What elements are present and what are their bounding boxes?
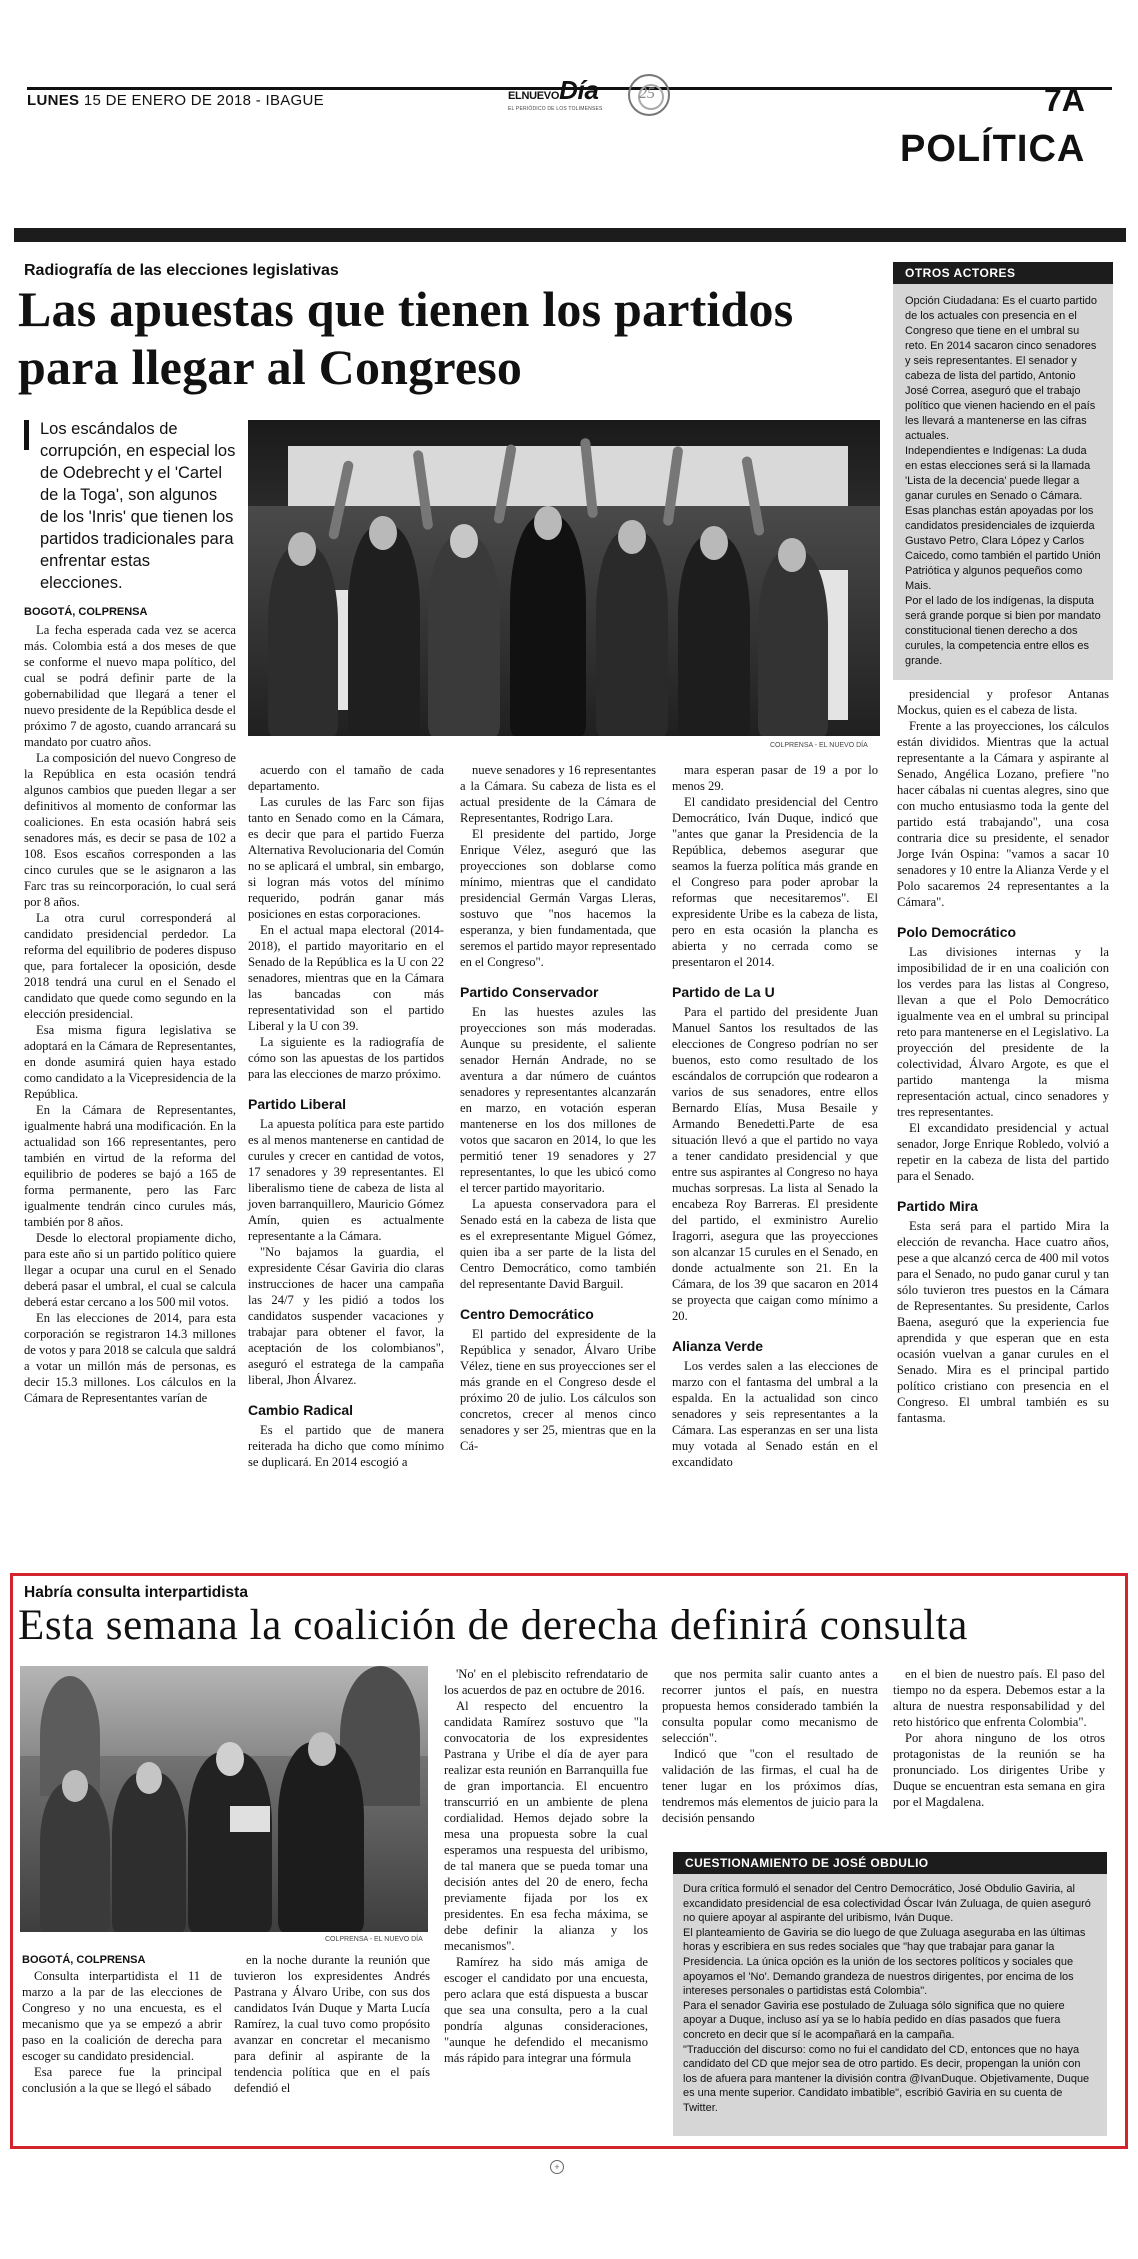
paragraph: Los verdes salen a las elecciones de marzo con el fantasma del umbral a la espalda. En la actualidad son cinco senadores y seis representantes a la Cámara. Las esperanzas en ser una lista muy votada al Senado están en el excandidato	[672, 1359, 878, 1469]
photo-head	[534, 506, 562, 540]
anniversary-number: 25	[639, 85, 655, 102]
photo-head	[216, 1742, 244, 1776]
paragraph: Por ahora ninguno de los otros protagonistas de la reunión se ha pronunciado. Los dirigentes Uribe y Duque se encuentran esta semana en gira por el Magdalena.	[893, 1731, 1105, 1809]
photo-head	[700, 526, 728, 560]
paragraph: Para el partido del presidente Juan Manuel Santos los resultados de las elecciones de Congreso podrían no ser buenos, esto como resultado de los escándalos de corrupción que rodearon a varios de sus senadores, entre ellos Bernardo Elías, Musa Besaile y Armando Benedetti.Parte de esa situación llevó a que el partido no vaya a tener candidato presidencial y que entre sus aspirantes al Congreso no haya muchas sorpresas. La lista al Senado la encabeza Roy Barreras. El presidente del partido, el exministro Aurelio Iragorri, asegura que las proyecciones son alcanzar 15 curules en el Senado, en donde actualmente son 21. En la Cámara, de los 39 que sacaron en 2014 se proyecta que caigan como mínimo a 20.	[672, 1005, 878, 1323]
second-column-3	[444, 1666, 648, 2066]
box-paragraph: Dura crítica formuló el senador del Centro Democrático, José Obdulio Gaviria, al excandidato presidencial de esa colectividad Óscar Iván Zuluaga, de quien aseguró no quiere apoyar al aspirante del uribismo, Iván Duque.	[683, 1883, 1091, 1925]
paragraph: 'No' en el plebiscito refrendatario de los acuerdos de paz en octubre de 2016.	[444, 1667, 648, 1697]
subhead-partido-conservador: Partido Conservador	[460, 984, 599, 1000]
masthead-small: ELNUEVO	[508, 90, 560, 102]
paragraph: nueve senadores y 16 representantes a la Cámara. Su cabeza de lista es el actual presidente de la Cámara de Representantes, Rodrigo Lara.	[460, 763, 656, 825]
paragraph: El presidente del partido, Jorge Enrique Vélez, aseguró que las proyecciones son doblarse como mínimo, mientras que el candidato presidencial Germán Vargas Lleras, sostuvo que "nos hacemos la esperanza, y bien fundamentada, que seremos el partido mayor representado en el Congreso".	[460, 827, 656, 969]
photo-person	[40, 1782, 110, 1932]
second-kicker: Habría consulta interpartidista	[24, 1584, 248, 1601]
masthead-tagline: EL PERIÓDICO DE LOS TOLIMENSES	[508, 106, 603, 112]
page-number: 7A	[1044, 82, 1085, 118]
dateline-day: LUNES	[27, 92, 80, 109]
paragraph: Al respecto del encuentro la candidata Ramírez sostuvo que "la convocatoria de los expresidentes Pastrana y Uribe el día de ayer para realizar esta reunión en Barranquilla fue de gran importancia. El encuentro transcurrió en un ambiente de plena cordialidad. Hemos dejado sobre la mesa una propuesta sobre la cual esperamos una respuesta del uribismo, de tal manera que se pueda tomar una decisión antes del 20 de enero, fecha previamente fijada por los ex presidentes. En esa fecha máxima, se debe definir la alianza y los mecanismos".	[444, 1699, 648, 1953]
paragraph: Frente a las proyecciones, los cálculos están divididos. Mientras que la actual representante a la Cámara y aspirante al Senado, Angélica Lozano, prefiere "no hacer cábalas ni cuentas alegres, sino que con mucho entusiasmo toda la gente del partido está trabajando", una cosa contraria dice su presidente, el senador Jorge Iván Ospina: "vamos a sacar 10 senadores y 10 entre la Alianza Verde y el Polo sacaremos 24 representantes a la Cámara".	[897, 719, 1109, 909]
photo-person	[596, 531, 668, 736]
subhead-partido-mira: Partido Mira	[897, 1198, 978, 1214]
main-lead: Los escándalos de corrupción, en especial los de Odebrecht y el 'Cartel de la Toga', son algunos de los 'Inris' que tienen los partidos tradicionales para enfrentar estas elecciones.	[40, 420, 236, 592]
subhead-alianza-verde: Alianza Verde	[672, 1338, 764, 1354]
box-paragraph: El planteamiento de Gaviria se dio luego de que Zuluaga aseguraba en las últimas horas y escribiera en sus redes sociales que "hay que trabajar para ganar la Presidencia. La única opción es la unión de los sectores políticos y sociales que apoyamos el 'No'. Demando grandeza de nuestros dirigentes, por encima de los intereses personales o partidistas está Colombia".	[683, 1926, 1086, 1998]
paragraph: La siguiente es la radiografía de cómo son las apuestas de los partidos para las elecciones de marzo próximo.	[248, 1035, 444, 1081]
photo-head	[288, 532, 316, 566]
subhead-polo-democratico: Polo Democrático	[897, 924, 1017, 940]
paragraph: Indicó que "con el resultado de validación de las firmas, el cual ha de tener lugar en los próximos días, tendremos más elementos de juicio para la decisión pensando	[662, 1747, 878, 1825]
photo-person	[278, 1742, 364, 1932]
paragraph: Las curules de las Farc son fijas tanto en Senado como en la Cámara, es decir que para el partido Fuerza Alternativa Revolucionaria del Común no se aplicará el umbral, sin embargo, si logran más votos del mínimo requerido, podrán ganar más posiciones en estas corporaciones.	[248, 795, 444, 921]
paragraph: En la Cámara de Representantes, igualmente habrá una modificación. En la actualidad son 166 representantes, pero también en virtud de la reforma del equilibrio de poderes se bajó a 165 de forma permanente, pero las Farc igualmente tendrán cinco curules más, también por 8 años.	[24, 1103, 236, 1229]
paragraph: En las elecciones de 2014, para esta corporación se registraron 14.3 millones de votos y para 2018 se calcula que saldrá a votar un millón más de personas, es decir 15.3 millones. Los cálculos en la Cámara de Representantes varían de	[24, 1311, 236, 1405]
paragraph: acuerdo con el tamaño de cada departamento.	[248, 763, 444, 793]
photo-person	[428, 536, 500, 736]
subhead-cambio-radical: Cambio Radical	[248, 1402, 354, 1418]
paragraph: El excandidato presidencial y actual senador, Jorge Enrique Robledo, volvió a repetir en la cabeza de lista del partido para el Senado.	[897, 1121, 1109, 1183]
paragraph: Consulta interpartidista el 11 de marzo a la par de las elecciones de Congreso y no una encuesta, es el mecanismo que ya se empezó a abrir paso en la coalición de derecha para escoger su candidato presidencial.	[22, 1969, 222, 2063]
main-column-3	[460, 762, 656, 1454]
photo-head	[369, 516, 397, 550]
second-headline: Esta semana la coalición de derecha definirá consulta	[18, 1602, 968, 1649]
paragraph: En las huestes azules las proyecciones son más moderadas. Aunque su presidente, el saliente senador Hernán Andrade, no se aventura a dar número de cuántos senadores y representantes alcanzarán en marzo, en votación esperan mantenerse en los dos millones de votos que sacaron en 2014, lo que les permitió tener 19 senadores y 27 representantes, lo que les ubicó como el tercer partido mayoritario.	[460, 1005, 656, 1195]
photo-person	[268, 546, 338, 736]
sidebar-title: OTROS ACTORES	[893, 262, 1113, 284]
main-photo-credit: COLPRENSA - EL NUEVO DÍA	[770, 742, 868, 749]
paragraph: La composición del nuevo Congreso de la República en esta ocasión tendrá algunos cambios que pueden llegar a ser definitivos al momento de conformar las coaliciones. En esta ocasión habrá seis senadores más, es decir se pasa de 102 a 108. Esos escaños corresponden a las cinco curules que se le asignaron a las Farc tras su reincorporación, lo cual será por 8 años.	[24, 751, 236, 909]
paragraph: en el bien de nuestro país. El paso del tiempo no da espera. Debemos estar a la altura de nuestra responsabilidad y del reto histórico que enfrenta Colombia".	[893, 1667, 1105, 1729]
photo-person	[758, 551, 828, 736]
second-column-4	[662, 1666, 878, 1826]
masthead-logo	[508, 75, 603, 112]
sidebar-paragraph: Opción Ciudadana: Es el cuarto partido de los actuales con presencia en el Congreso que tiene en el umbral su reto. En 2014 sacaron cinco senadores y seis representantes. El senador y cabeza de lista del partido, Antonio José Correa, aseguró que el trabajo político que vienen haciendo en el país les llevará a mantenerse en las cifras actuales.	[905, 295, 1098, 442]
photo-head	[450, 524, 478, 558]
second-byline: BOGOTÁ, COLPRENSA	[22, 1954, 146, 1966]
section-title: POLÍTICA	[900, 128, 1086, 170]
photo-person	[678, 536, 750, 736]
main-column-1	[24, 622, 236, 1406]
paragraph: La fecha esperada cada vez se acerca más. Colombia está a dos meses de que se conforme el nuevo mapa político, del cual se podrá definir parte de la gobernabilidad que llegará a tener el nuevo presidente de la República desde el próximo 7 de agosto, cuando arrancará su mandato por cuatro años.	[24, 623, 236, 749]
paragraph: La apuesta política para este partido es al menos mantenerse en cantidad de curules y crecer en cantidad de votos, 17 senadores y 39 representantes. El liberalismo tiene de cabeza de lista al joven barranquillero, Mauricio Gómez Amín, quien es actualmente representante a la Cámara.	[248, 1117, 444, 1243]
section-divider	[14, 228, 1126, 242]
main-kicker: Radiografía de las elecciones legislativas	[24, 262, 339, 279]
box-paragraph: "Traducción del discurso: como no fui el candidato del CD, entonces que no haya candidato del CD que mejor sea de otro partido. Es decir, propengan la unión con los de afuera para mantener la división contra @IvanDuque. Objetivamente, Duque es una mente superior. Candidato imbatible", escribió Gaviria en su cuenta de Twitter.	[683, 2043, 1090, 2114]
photo-head	[308, 1732, 336, 1766]
main-column-5	[897, 686, 1109, 1426]
lead-marker	[24, 420, 29, 450]
photo-backdrop	[288, 446, 848, 506]
subhead-partido-liberal: Partido Liberal	[248, 1096, 347, 1112]
photo-head	[62, 1770, 88, 1802]
photo-head	[778, 538, 806, 572]
box-content	[673, 1874, 1107, 2136]
paragraph: "No bajamos la guardia, el expresidente César Gaviria dio claras instrucciones de hacer una campaña las 24/7 y les pidió a todos los candidatos suspender vacaciones y trabajar para obtener el favor, la aceptación de los colombianos", aseguró el estratega de la campaña liberal, Jhon Álvarez.	[248, 1245, 444, 1387]
paragraph: Las divisiones internas y la imposibilidad de ir en una coalición con los verdes para las listas al Congreso, llevan a que el Polo Democrático igualmente vea en el umbral su principal reto para mantenerse en el Legislativo. La proyección del presidente de la colectividad, Álvaro Argote, es que el partido mantenga la misma representación actual, cinco senadores y tres representantes.	[897, 945, 1109, 1119]
second-photo	[20, 1666, 428, 1932]
paragraph: La apuesta conservadora para el Senado está en la cabeza de lista que es el exrepresentante Miguel Gómez, quien iba a ser parte de la lista del Centro Democrático, como también del representante David Barguil.	[460, 1197, 656, 1291]
second-column-1	[22, 1968, 222, 2096]
second-photo-credit: COLPRENSA - EL NUEVO DÍA	[325, 1936, 423, 1943]
registration-mark-icon: +	[550, 2160, 564, 2174]
subhead-partido-de-la-u: Partido de La U	[672, 984, 775, 1000]
paragraph: Esta será para el partido Mira la elección de revancha. Hace cuatro años, pese a que alcanzó cerca de 400 mil votos para el Senado, no pudo ganar curul y tan sólo tuvieron tres puestos en la Cámara de Representantes. Su presidente, Carlos Baena, aseguró que la experiencia fue aprendida y que esperan que en esta ocasión vuelvan a ganar curules en el Senado. Mira es el principal partido político cristiano con presencia en el Congreso. El umbral también es su fantasma.	[897, 1219, 1109, 1425]
paragraph: Esa misma figura legislativa se adoptará en la Cámara de Representantes, en donde asumirá quien haya estado como candidato a la Vicepresidencia de la República.	[24, 1023, 236, 1101]
photo-person	[348, 526, 420, 736]
photo-person	[112, 1772, 186, 1932]
sidebar-paragraph: Por el lado de los indígenas, la disputa será grande porque si bien por mandato constitucional tienen derecho a dos curules, la competencia entre ellos es grande.	[905, 595, 1101, 667]
dateline	[27, 92, 324, 109]
dateline-rest: 15 DE ENERO DE 2018 - IBAGUE	[83, 92, 324, 109]
paragraph: Es el partido que de manera reiterada ha dicho que como mínimo se duplicará. En 2014 escogió a	[248, 1423, 444, 1469]
photo-person	[510, 516, 586, 736]
paragraph: La otra curul corresponderá al candidato presidencial perdedor. La reforma del equilibrio de poderes dispuso que, para fortalecer la oposición, desde 2018 tendrá una curul en el Senado el candidato que quede como segundo en la elección presidencial.	[24, 911, 236, 1021]
paragraph: Ramírez ha sido más amiga de escoger el candidato por una encuesta, pero aclara que está dispuesta a buscar que sea una consulta, pero a la cual pondría algunas consideraciones, "aunque he defendido el mecanismo más rápido para integrar una fórmula	[444, 1955, 648, 2065]
paragraph: mara esperan pasar de 19 a por lo menos 29.	[672, 763, 878, 793]
masthead-title	[508, 75, 603, 106]
paragraph: El candidato presidencial del Centro Democrático, Iván Duque, indicó que "antes que ganar la Presidencia de la República, debemos asegurar que seamos la fuerza política más grande en el Congreso para poder aprobar la reformas que necesitaremos". El expresidente Uribe es la cabeza de lista, pero en esta ocasión la plancha es abierta y no cerrada como se presentaron el 2014.	[672, 795, 878, 969]
sidebar-paragraph: Independientes e Indígenas: La duda en estas elecciones será si la llamada 'Lista de la decencia' puede llegar a ganar curules en Senado o Cámara. Esas planchas están apoyadas por los candidatos presidenciales de izquierda Gustavo Petro, Clara López y Carlos Caicedo, como también el partido Unión Patriótica y algunos pequeños como Mais.	[905, 445, 1101, 592]
masthead-big: Día	[559, 75, 599, 105]
paragraph: Esa parece fue la principal conclusión a la que se llegó el sábado	[22, 2065, 222, 2095]
main-column-4	[672, 762, 878, 1470]
paragraph: en la noche durante la reunión que tuvieron los expresidentes Andrés Pastrana y Álvaro Uribe, con sus dos candidatos Iván Duque y Marta Lucía Ramírez, la cual tuvo como propósito avanzar en concretar el mecanismo para definir al aspirante de la tendencia política que en el país defendió el	[234, 1953, 430, 2095]
photo-head	[618, 520, 646, 554]
photo-person	[188, 1752, 272, 1932]
main-byline: BOGOTÁ, COLPRENSA	[24, 606, 148, 618]
subhead-centro-democratico: Centro Democrático	[460, 1306, 594, 1322]
box-title: CUESTIONAMIENTO DE JOSÉ OBDULIO	[673, 1852, 1107, 1874]
paragraph: El partido del expresidente de la República y senador, Álvaro Uribe Vélez, tiene en sus proyecciones ser el más grande en el Congreso desde el próximo 20 de julio. Los cálculos son concretos, crecer al menos cinco senadores y ser 25, mientras que en la Cá-	[460, 1327, 656, 1453]
paragraph: presidencial y profesor Antanas Mockus, quien es el cabeza de lista.	[897, 687, 1109, 717]
sidebar-box	[893, 284, 1113, 680]
second-column-2	[234, 1952, 430, 2096]
paragraph: Desde lo electoral propiamente dicho, para este año si un partido político quiere llegar a ocupar una curul en el Senado deberá pasar el umbral, el cual se calcula deberá estar cercano a los 500 mil votos.	[24, 1231, 236, 1309]
photo-head	[136, 1762, 162, 1794]
photo-paper	[230, 1806, 270, 1832]
second-column-5	[893, 1666, 1105, 1810]
anniversary-seal-icon	[628, 74, 670, 116]
main-column-2	[248, 762, 444, 1470]
main-photo	[248, 420, 880, 736]
main-headline: Las apuestas que tienen los partidos para llegar al Congreso	[18, 281, 794, 395]
paragraph: que nos permita salir cuanto antes a recorrer juntos el país, en nuestra propuesta hemos considerado también la consulta popular como mecanismo de selección".	[662, 1667, 878, 1745]
box-paragraph: Para el senador Gaviria ese postulado de Zuluaga sólo significa que no quiere apoyar a Duque, incluso así ya se lo había pedido en días pasados que fuera concreto en decir que sí le acompañará en la campaña.	[683, 1999, 1065, 2041]
paragraph: En el actual mapa electoral (2014-2018), el partido mayoritario en el Senado de la República es la U con 22 senadores, mientras que en la Cámara las bancadas con más representatividad son el partido Liberal y la U con 39.	[248, 923, 444, 1033]
